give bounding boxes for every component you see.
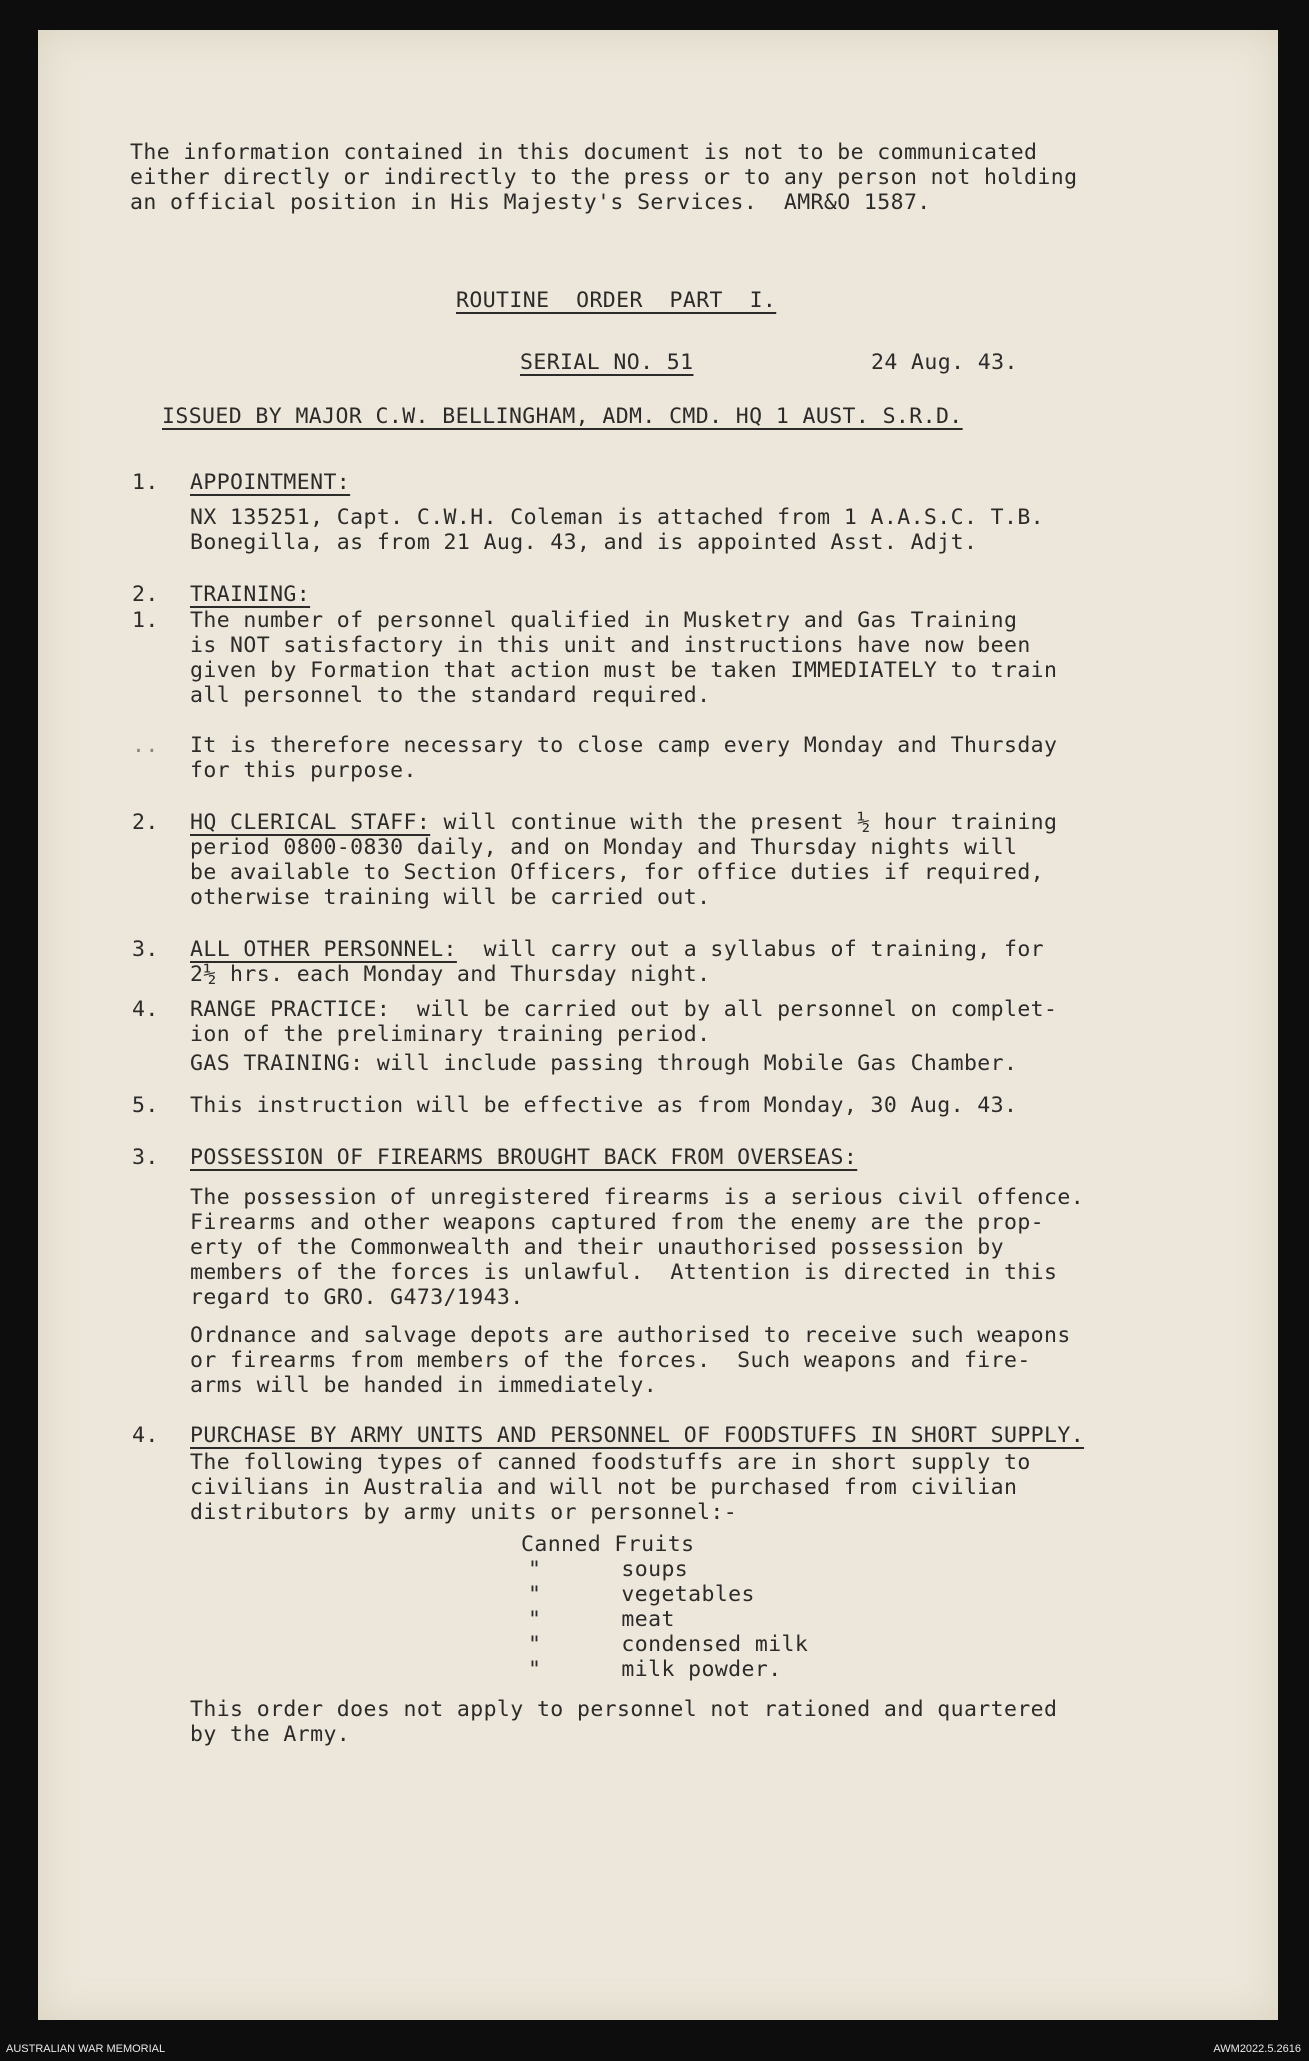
footer-archive-name: AUSTRALIAN WAR MEMORIAL: [6, 2043, 166, 2055]
paragraph-line: regard to GRO. G473/1943.: [190, 1285, 524, 1310]
section-heading: POSSESSION OF FIREARMS BROUGHT BACK FROM OVERSEAS:: [190, 1145, 858, 1170]
section-number: 3.: [132, 1145, 159, 1170]
list-item: " condensed milk: [528, 1632, 809, 1657]
document-page: [38, 30, 1278, 2020]
paragraph-line: ion of the preliminary training period.: [190, 1022, 711, 1047]
paragraph-line: for this purpose.: [190, 758, 417, 783]
footer-catalogue-id: AWM2022.5.2616: [1213, 2043, 1301, 2055]
paragraph-first-line: [190, 810, 1057, 835]
paragraph-number: 1.: [132, 608, 159, 633]
section-number: 1.: [132, 470, 159, 495]
paragraph-line: NX 135251, Capt. C.W.H. Coleman is attached from 1 A.A.S.C. T.B.: [190, 505, 1045, 530]
page-title: ROUTINE ORDER PART I.: [456, 288, 777, 313]
section-heading: APPOINTMENT:: [190, 470, 351, 495]
paragraph-line: otherwise training will be carried out.: [190, 885, 711, 910]
paragraph-line: or firearms from members of the forces. Such weapons and fire-: [190, 1348, 1031, 1373]
paragraph-number: 5.: [132, 1093, 159, 1118]
list-item: " milk powder.: [528, 1657, 782, 1682]
list-item: " meat: [528, 1607, 675, 1632]
paragraph-text: will carry out a syllabus of training, for: [456, 937, 1045, 962]
document-body: [38, 30, 1278, 2020]
paragraph-line: This instruction will be effective as from Monday, 30 Aug. 43.: [190, 1093, 1018, 1118]
paragraph-number: 2.: [132, 810, 159, 835]
paragraph-number: ..: [132, 733, 159, 758]
list-item: " vegetables: [528, 1582, 755, 1607]
paragraph-line: period 0800-0830 daily, and on Monday and Thursday nights will: [190, 835, 1018, 860]
paragraph-line: Bonegilla, as from 21 Aug. 43, and is appointed Asst. Adjt.: [190, 530, 978, 555]
paragraph-line: arms will be handed in immediately.: [190, 1373, 658, 1398]
paragraph-line: civilians in Australia and will not be purchased from civilian: [190, 1475, 1018, 1500]
section-number: 4.: [132, 1423, 159, 1448]
paragraph-line: It is therefore necessary to close camp every Monday and Thursday: [190, 733, 1058, 758]
paragraph-line: by the Army.: [190, 1722, 351, 1747]
paragraph-line: all personnel to the standard required.: [190, 683, 711, 708]
paragraph-line: The possession of unregistered firearms is a serious civil offence.: [190, 1185, 1085, 1210]
paragraph-text: will continue with the present ½ hour training: [430, 810, 1058, 835]
paragraph-line: The following types of canned foodstuffs are in short supply to: [190, 1450, 1031, 1475]
paragraph-number: 3.: [132, 937, 159, 962]
notice-line-3: an official position in His Majesty's Services. AMR&O 1587.: [130, 190, 931, 215]
notice-line-1: The information contained in this document is not to be communicated: [130, 140, 1038, 165]
paragraph-line: Ordnance and salvage depots are authorised to receive such weapons: [190, 1323, 1071, 1348]
paragraph-line: This order does not apply to personnel not rationed and quartered: [190, 1697, 1058, 1722]
paragraph-heading: ALL OTHER PERSONNEL:: [190, 937, 457, 962]
paragraph-line: given by Formation that action must be taken IMMEDIATELY to train: [190, 658, 1058, 683]
list-item: Canned Fruits: [521, 1532, 695, 1557]
paragraph-line: erty of the Commonwealth and their unauthorised possession by: [190, 1235, 1004, 1260]
section-heading: TRAINING:: [190, 582, 311, 607]
issued-by: ISSUED BY MAJOR C.W. BELLINGHAM, ADM. CMD. HQ 1 AUST. S.R.D.: [162, 404, 963, 429]
paragraph-line: GAS TRAINING: will include passing through Mobile Gas Chamber.: [190, 1051, 1018, 1076]
notice-line-2: either directly or indirectly to the press or to any person not holding: [130, 165, 1078, 190]
paragraph-heading: HQ CLERICAL STAFF:: [190, 810, 431, 835]
order-date: 24 Aug. 43.: [871, 350, 1018, 375]
paragraph-line: is NOT satisfactory in this unit and instructions have now been: [190, 633, 1031, 658]
paragraph-line: be available to Section Officers, for office duties if required,: [190, 860, 1045, 885]
paragraph-line: Firearms and other weapons captured from the enemy are the prop-: [190, 1210, 1045, 1235]
paragraph-line: distributors by army units or personnel:-: [190, 1500, 738, 1525]
paragraph-line: members of the forces is unlawful. Attention is directed in this: [190, 1260, 1058, 1285]
paragraph-line: 2½ hrs. each Monday and Thursday night.: [190, 962, 711, 987]
paragraph-first-line: [190, 937, 1044, 962]
paragraph-line: The number of personnel qualified in Musketry and Gas Training: [190, 608, 1018, 633]
paragraph-line: RANGE PRACTICE: will be carried out by all personnel on complet-: [190, 997, 1058, 1022]
section-number: 2.: [132, 582, 159, 607]
list-item: " soups: [528, 1557, 689, 1582]
section-heading: PURCHASE BY ARMY UNITS AND PERSONNEL OF FOODSTUFFS IN SHORT SUPPLY.: [190, 1423, 1085, 1448]
paragraph-number: 4.: [132, 997, 159, 1022]
serial-number: SERIAL NO. 51: [520, 350, 694, 375]
